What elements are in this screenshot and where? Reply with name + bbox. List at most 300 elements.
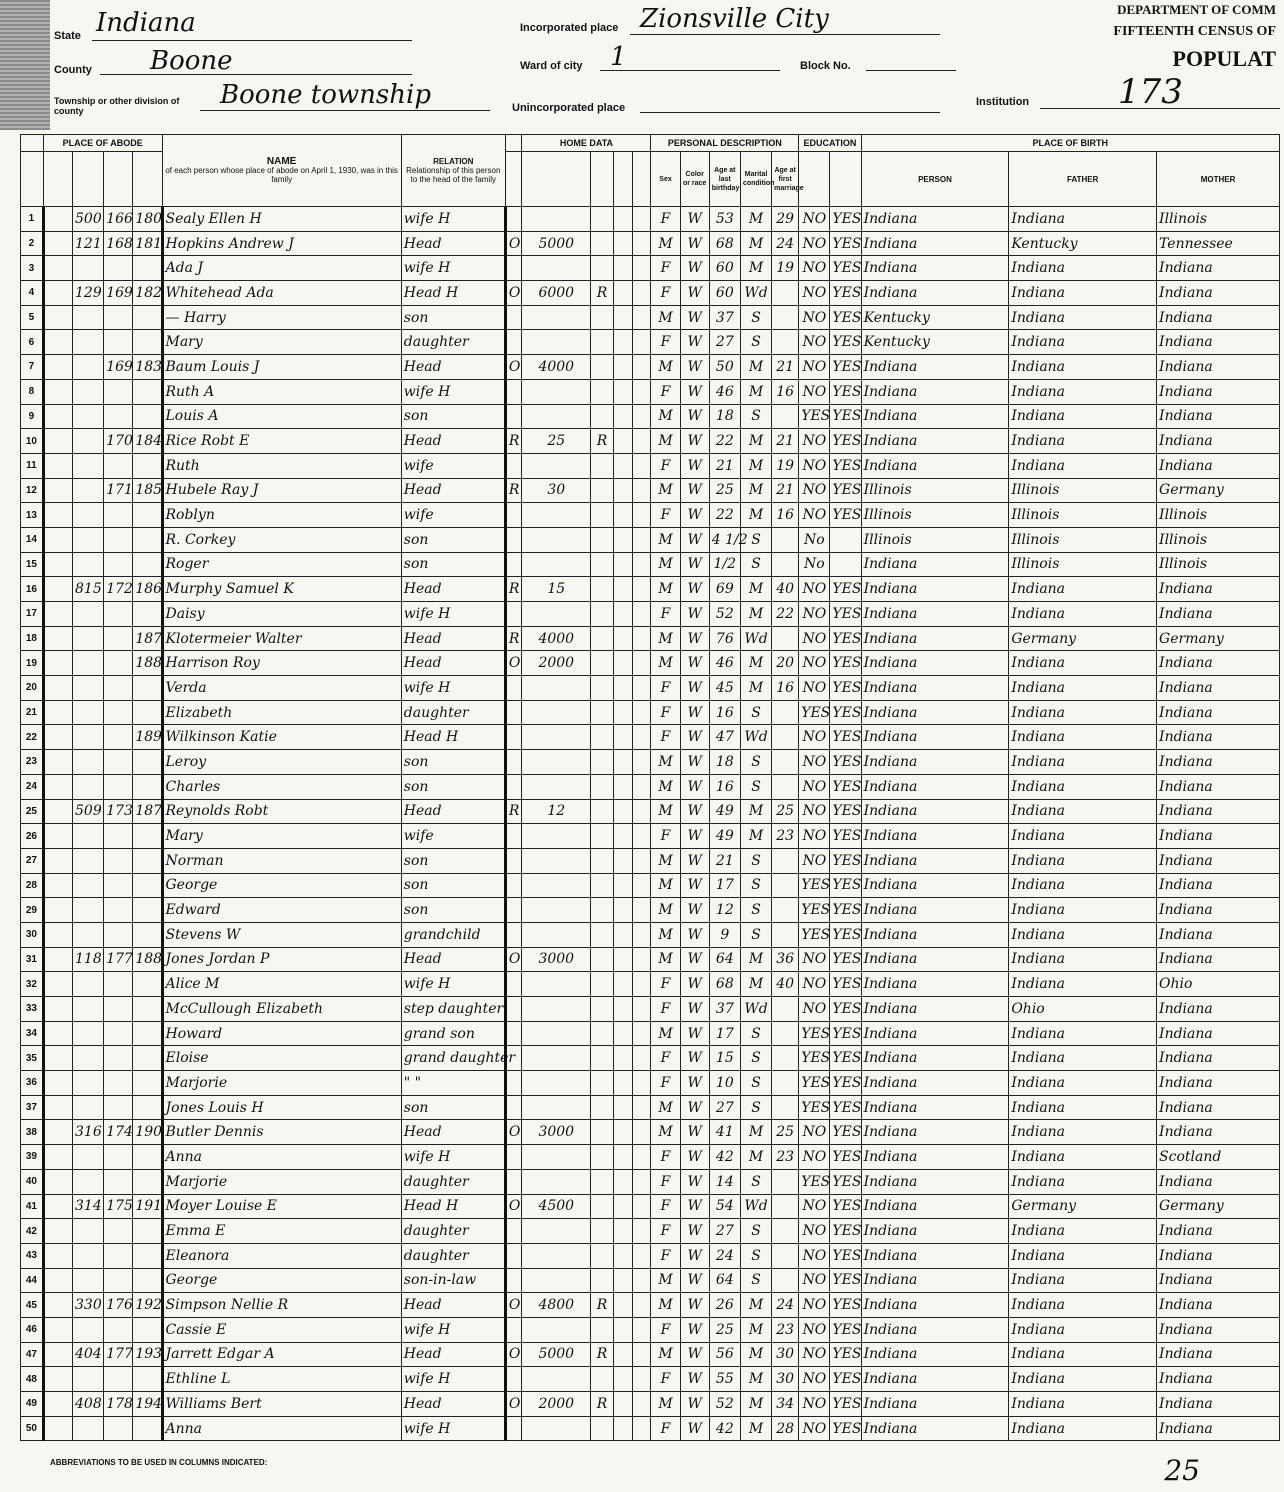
birthplace-cell: Kentucky bbox=[861, 330, 1009, 355]
color-cell: W bbox=[680, 626, 709, 651]
blank-cell bbox=[613, 503, 632, 528]
father-birthplace-cell: Indiana bbox=[1009, 1392, 1157, 1417]
line-number: 4 bbox=[21, 281, 44, 306]
blank-cell bbox=[632, 1293, 651, 1318]
family-number: 185 bbox=[133, 478, 162, 503]
color-cell: W bbox=[680, 429, 709, 454]
census-header bbox=[0, 0, 1284, 130]
blank-cell bbox=[613, 947, 632, 972]
mother-birthplace-cell: Indiana bbox=[1157, 1392, 1280, 1417]
house-number bbox=[73, 1046, 104, 1071]
home-tenure: O bbox=[505, 1293, 522, 1318]
house-number bbox=[73, 972, 104, 997]
table-row bbox=[21, 231, 1280, 256]
school-cell: NO bbox=[799, 453, 830, 478]
line-number: 29 bbox=[21, 898, 44, 923]
institution-value: 173 bbox=[1118, 72, 1183, 112]
mother-birthplace-cell: Ohio bbox=[1157, 972, 1280, 997]
home-value bbox=[522, 552, 591, 577]
street-cell bbox=[43, 1293, 72, 1318]
father-birthplace-cell: Indiana bbox=[1009, 1317, 1157, 1342]
line-number: 40 bbox=[21, 1169, 44, 1194]
radio-cell bbox=[591, 799, 614, 824]
read-write-cell: YES bbox=[830, 1021, 861, 1046]
father-birthplace-cell: Indiana bbox=[1009, 1021, 1157, 1046]
home-tenure bbox=[505, 997, 522, 1022]
father-birthplace-cell: Illinois bbox=[1009, 552, 1157, 577]
table-row bbox=[21, 1342, 1280, 1367]
father-birthplace-cell: Indiana bbox=[1009, 281, 1157, 306]
person-name: George bbox=[162, 1268, 401, 1293]
school-cell: NO bbox=[799, 231, 830, 256]
age-marriage-cell bbox=[772, 281, 799, 306]
school-cell: YES bbox=[799, 1021, 830, 1046]
dwelling-number bbox=[104, 1268, 133, 1293]
school-cell: NO bbox=[799, 824, 830, 849]
house-number bbox=[73, 1145, 104, 1170]
line-number: 13 bbox=[21, 503, 44, 528]
radio-cell bbox=[591, 873, 614, 898]
township-value: Boone township bbox=[220, 80, 431, 110]
color-cell: W bbox=[680, 873, 709, 898]
birthplace-cell: Indiana bbox=[861, 231, 1009, 256]
birthplace-cell: Indiana bbox=[861, 552, 1009, 577]
home-value bbox=[522, 873, 591, 898]
sex-cell: M bbox=[651, 898, 680, 923]
sex-cell: M bbox=[651, 1095, 680, 1120]
school-cell: NO bbox=[799, 1194, 830, 1219]
age-marriage-cell bbox=[772, 527, 799, 552]
line-number: 20 bbox=[21, 676, 44, 701]
person-name: Jarrett Edgar A bbox=[162, 1342, 401, 1367]
family-number bbox=[133, 750, 162, 775]
father-birthplace-cell: Indiana bbox=[1009, 602, 1157, 627]
father-birthplace-cell: Indiana bbox=[1009, 1293, 1157, 1318]
mother-birthplace-cell: Indiana bbox=[1157, 700, 1280, 725]
birthplace-cell: Illinois bbox=[861, 478, 1009, 503]
home-tenure bbox=[505, 873, 522, 898]
state-label: State bbox=[54, 30, 81, 42]
radio-cell bbox=[591, 651, 614, 676]
house-number bbox=[73, 997, 104, 1022]
house-number: 509 bbox=[73, 799, 104, 824]
birthplace-cell: Indiana bbox=[861, 1095, 1009, 1120]
blank-cell bbox=[613, 1293, 632, 1318]
scan-shadow bbox=[0, 0, 50, 130]
birthplace-cell: Indiana bbox=[861, 1021, 1009, 1046]
street-cell bbox=[43, 1145, 72, 1170]
mother-birthplace-cell: Indiana bbox=[1157, 602, 1280, 627]
age-cell: 49 bbox=[709, 799, 740, 824]
birthplace-cell: Indiana bbox=[861, 379, 1009, 404]
mother-birthplace-cell: Indiana bbox=[1157, 1219, 1280, 1244]
sex-cell: M bbox=[651, 873, 680, 898]
blank-cell bbox=[613, 725, 632, 750]
marital-cell: S bbox=[740, 750, 771, 775]
age-marriage-cell bbox=[772, 1169, 799, 1194]
person-name: Murphy Samuel K bbox=[162, 577, 401, 602]
sex-cell: M bbox=[651, 305, 680, 330]
dwelling-number bbox=[104, 1317, 133, 1342]
county-label: County bbox=[54, 64, 92, 76]
age-cell: 69 bbox=[709, 577, 740, 602]
birthplace-cell: Indiana bbox=[861, 824, 1009, 849]
age-cell: 16 bbox=[709, 700, 740, 725]
street-cell bbox=[43, 1392, 72, 1417]
mother-birthplace-cell: Illinois bbox=[1157, 503, 1280, 528]
marital-cell: M bbox=[740, 676, 771, 701]
age-cell: 15 bbox=[709, 1046, 740, 1071]
mother-birthplace-cell: Indiana bbox=[1157, 1293, 1280, 1318]
house-number bbox=[73, 305, 104, 330]
home-value bbox=[522, 453, 591, 478]
school-cell: NO bbox=[799, 626, 830, 651]
mother-birthplace-cell: Indiana bbox=[1157, 1095, 1280, 1120]
relation-cell: wife bbox=[401, 503, 505, 528]
person-name: Verda bbox=[162, 676, 401, 701]
family-number bbox=[133, 1219, 162, 1244]
table-row bbox=[21, 1145, 1280, 1170]
dwelling-number: 173 bbox=[104, 799, 133, 824]
dwelling-number: 169 bbox=[104, 281, 133, 306]
blank-cell bbox=[613, 1145, 632, 1170]
school-cell: NO bbox=[799, 1293, 830, 1318]
blank-cell bbox=[632, 824, 651, 849]
sex-cell: M bbox=[651, 355, 680, 380]
house-number bbox=[73, 404, 104, 429]
blank-cell bbox=[613, 626, 632, 651]
house-number bbox=[73, 527, 104, 552]
school-cell: NO bbox=[799, 1145, 830, 1170]
father-birthplace-cell: Indiana bbox=[1009, 922, 1157, 947]
school-cell: No bbox=[799, 527, 830, 552]
family-number bbox=[133, 700, 162, 725]
radio-cell bbox=[591, 379, 614, 404]
age-marriage-cell: 16 bbox=[772, 503, 799, 528]
read-write-cell: YES bbox=[830, 824, 861, 849]
mother-birthplace-cell: Indiana bbox=[1157, 750, 1280, 775]
relation-cell: Head bbox=[401, 478, 505, 503]
mother-birthplace-cell: Indiana bbox=[1157, 651, 1280, 676]
school-cell: NO bbox=[799, 848, 830, 873]
home-value bbox=[522, 848, 591, 873]
street-cell bbox=[43, 1219, 72, 1244]
home-tenure bbox=[505, 922, 522, 947]
home-tenure bbox=[505, 1268, 522, 1293]
county-value: Boone bbox=[150, 46, 233, 76]
home-tenure bbox=[505, 700, 522, 725]
home-value bbox=[522, 898, 591, 923]
marital-cell: S bbox=[740, 552, 771, 577]
table-row bbox=[21, 256, 1280, 281]
home-value bbox=[522, 972, 591, 997]
radio-cell bbox=[591, 330, 614, 355]
dwelling-number: 170 bbox=[104, 429, 133, 454]
age-cell: 27 bbox=[709, 1219, 740, 1244]
school-cell: NO bbox=[799, 1268, 830, 1293]
family-number bbox=[133, 922, 162, 947]
sex-cell: F bbox=[651, 1194, 680, 1219]
blank-cell bbox=[613, 750, 632, 775]
read-write-cell: YES bbox=[830, 281, 861, 306]
table-row bbox=[21, 1169, 1280, 1194]
person-name: Anna bbox=[162, 1145, 401, 1170]
family-number: 182 bbox=[133, 281, 162, 306]
read-write-cell: YES bbox=[830, 305, 861, 330]
radio-cell bbox=[591, 305, 614, 330]
birthplace-cell: Indiana bbox=[861, 774, 1009, 799]
age-cell: 45 bbox=[709, 676, 740, 701]
dwelling-number bbox=[104, 972, 133, 997]
blank-cell bbox=[613, 1046, 632, 1071]
person-name: Mary bbox=[162, 824, 401, 849]
age-marriage-cell: 16 bbox=[772, 676, 799, 701]
birthplace-cell: Indiana bbox=[861, 1169, 1009, 1194]
mother-birthplace-cell: Indiana bbox=[1157, 1120, 1280, 1145]
birthplace-cell: Illinois bbox=[861, 503, 1009, 528]
table-row bbox=[21, 429, 1280, 454]
age-marriage-cell: 30 bbox=[772, 1342, 799, 1367]
person-name: Reynolds Robt bbox=[162, 799, 401, 824]
sex-cell: M bbox=[651, 552, 680, 577]
read-write-cell: YES bbox=[830, 602, 861, 627]
father-birthplace-cell: Indiana bbox=[1009, 404, 1157, 429]
age-cell: 54 bbox=[709, 1194, 740, 1219]
marital-cell: M bbox=[740, 1392, 771, 1417]
relation-cell: Head bbox=[401, 1342, 505, 1367]
birthplace-cell: Indiana bbox=[861, 848, 1009, 873]
age-cell: 60 bbox=[709, 281, 740, 306]
color-cell: W bbox=[680, 848, 709, 873]
house-number bbox=[73, 676, 104, 701]
read-write-cell: YES bbox=[830, 1169, 861, 1194]
sex-cell: M bbox=[651, 231, 680, 256]
relation-cell: wife H bbox=[401, 972, 505, 997]
marital-header: Marital condition bbox=[740, 152, 771, 207]
birthplace-cell: Indiana bbox=[861, 750, 1009, 775]
home-tenure: O bbox=[505, 1392, 522, 1417]
age-cell: 24 bbox=[709, 1243, 740, 1268]
home-tenure: O bbox=[505, 651, 522, 676]
family-number: 181 bbox=[133, 231, 162, 256]
home-value bbox=[522, 1095, 591, 1120]
home-tenure bbox=[505, 848, 522, 873]
father-birthplace-cell: Indiana bbox=[1009, 824, 1157, 849]
birthplace-cell: Kentucky bbox=[861, 305, 1009, 330]
family-number: 187 bbox=[133, 799, 162, 824]
age-marriage-cell bbox=[772, 873, 799, 898]
blank-cell bbox=[613, 330, 632, 355]
read-write-cell bbox=[830, 527, 861, 552]
marital-cell: S bbox=[740, 330, 771, 355]
sex-cell: F bbox=[651, 1416, 680, 1441]
radio-cell bbox=[591, 527, 614, 552]
blank-cell bbox=[632, 1169, 651, 1194]
blank-cell bbox=[613, 1021, 632, 1046]
age-cell: 10 bbox=[709, 1071, 740, 1096]
relation-group-label: RELATION bbox=[433, 157, 474, 166]
father-birthplace-cell: Indiana bbox=[1009, 1120, 1157, 1145]
home-tenure bbox=[505, 898, 522, 923]
read-write-cell: YES bbox=[830, 922, 861, 947]
father-birthplace-cell: Illinois bbox=[1009, 527, 1157, 552]
dwelling-number bbox=[104, 1367, 133, 1392]
dwelling-number bbox=[104, 848, 133, 873]
mother-birthplace-cell: Scotland bbox=[1157, 1145, 1280, 1170]
home-tenure: R bbox=[505, 577, 522, 602]
radio-cell bbox=[591, 947, 614, 972]
dwelling-number bbox=[104, 527, 133, 552]
table-row bbox=[21, 799, 1280, 824]
sex-cell: M bbox=[651, 651, 680, 676]
father-birthplace-cell: Indiana bbox=[1009, 873, 1157, 898]
read-write-cell: YES bbox=[830, 947, 861, 972]
line-number: 43 bbox=[21, 1243, 44, 1268]
birthplace-cell: Indiana bbox=[861, 1194, 1009, 1219]
relation-cell: Head bbox=[401, 626, 505, 651]
dwelling-number bbox=[104, 997, 133, 1022]
age-marriage-cell: 40 bbox=[772, 577, 799, 602]
street-cell bbox=[43, 503, 72, 528]
relation-cell: daughter bbox=[401, 1243, 505, 1268]
table-row bbox=[21, 602, 1280, 627]
mother-birthplace-cell: Indiana bbox=[1157, 725, 1280, 750]
family-number bbox=[133, 453, 162, 478]
color-cell: W bbox=[680, 1046, 709, 1071]
blank-cell bbox=[613, 1342, 632, 1367]
home-tenure: O bbox=[505, 947, 522, 972]
family-number: 180 bbox=[133, 207, 162, 232]
relation-cell: son bbox=[401, 848, 505, 873]
street-cell bbox=[43, 799, 72, 824]
age-cell: 26 bbox=[709, 1293, 740, 1318]
color-cell: W bbox=[680, 527, 709, 552]
marital-cell: M bbox=[740, 453, 771, 478]
home-value bbox=[522, 824, 591, 849]
read-write-cell: YES bbox=[830, 1367, 861, 1392]
family-number bbox=[133, 1317, 162, 1342]
blank-cell bbox=[613, 404, 632, 429]
mother-header: MOTHER bbox=[1157, 152, 1280, 207]
mother-birthplace-cell: Indiana bbox=[1157, 898, 1280, 923]
home-value bbox=[522, 1145, 591, 1170]
dwelling-number bbox=[104, 305, 133, 330]
family-number bbox=[133, 1145, 162, 1170]
school-cell: NO bbox=[799, 972, 830, 997]
color-cell: W bbox=[680, 1145, 709, 1170]
house-number bbox=[73, 700, 104, 725]
school-cell: NO bbox=[799, 799, 830, 824]
mother-birthplace-cell: Illinois bbox=[1157, 527, 1280, 552]
blank-cell bbox=[613, 1071, 632, 1096]
family-number bbox=[133, 602, 162, 627]
father-birthplace-cell: Germany bbox=[1009, 1194, 1157, 1219]
relation-cell: wife bbox=[401, 453, 505, 478]
birthplace-cell: Indiana bbox=[861, 1145, 1009, 1170]
age-cell: 14 bbox=[709, 1169, 740, 1194]
age-marriage-cell: 21 bbox=[772, 429, 799, 454]
father-birthplace-cell: Germany bbox=[1009, 626, 1157, 651]
color-cell: W bbox=[680, 898, 709, 923]
age-cell: 68 bbox=[709, 972, 740, 997]
relation-cell: son bbox=[401, 750, 505, 775]
blank-cell bbox=[632, 1317, 651, 1342]
relation-cell: grandchild bbox=[401, 922, 505, 947]
relation-cell: Head H bbox=[401, 725, 505, 750]
birthplace-cell: Indiana bbox=[861, 947, 1009, 972]
age-marriage-cell: 29 bbox=[772, 207, 799, 232]
table-row bbox=[21, 478, 1280, 503]
birthplace-cell: Indiana bbox=[861, 602, 1009, 627]
age-header: Age at last birthday bbox=[709, 152, 740, 207]
age-cell: 25 bbox=[709, 478, 740, 503]
school-cell: YES bbox=[799, 1095, 830, 1120]
read-write-cell: YES bbox=[830, 1219, 861, 1244]
birthplace-cell: Indiana bbox=[861, 972, 1009, 997]
blank-cell bbox=[632, 898, 651, 923]
street-cell bbox=[43, 478, 72, 503]
radio-cell bbox=[591, 453, 614, 478]
radio-cell bbox=[591, 922, 614, 947]
dwelling-number bbox=[104, 700, 133, 725]
dwelling-number bbox=[104, 898, 133, 923]
table-row bbox=[21, 1243, 1280, 1268]
marital-cell: M bbox=[740, 1120, 771, 1145]
age-marriage-cell bbox=[772, 774, 799, 799]
table-row bbox=[21, 1367, 1280, 1392]
blank-cell bbox=[613, 1219, 632, 1244]
read-write-cell: YES bbox=[830, 453, 861, 478]
table-row bbox=[21, 503, 1280, 528]
table-row bbox=[21, 947, 1280, 972]
home-value: 25 bbox=[522, 429, 591, 454]
line-number: 24 bbox=[21, 774, 44, 799]
house-number: 330 bbox=[73, 1293, 104, 1318]
age-cell: 52 bbox=[709, 1392, 740, 1417]
age-marriage-cell: 25 bbox=[772, 799, 799, 824]
radio-cell bbox=[591, 503, 614, 528]
blank-cell bbox=[632, 453, 651, 478]
line-number: 35 bbox=[21, 1046, 44, 1071]
radio-cell bbox=[591, 848, 614, 873]
color-cell: W bbox=[680, 552, 709, 577]
blank-cell bbox=[632, 799, 651, 824]
home-value: 4500 bbox=[522, 1194, 591, 1219]
marital-cell: S bbox=[740, 404, 771, 429]
birthplace-cell: Indiana bbox=[861, 1367, 1009, 1392]
read-write-cell: YES bbox=[830, 997, 861, 1022]
color-cell: W bbox=[680, 207, 709, 232]
house-number bbox=[73, 453, 104, 478]
family-number: 190 bbox=[133, 1120, 162, 1145]
marital-cell: Wd bbox=[740, 997, 771, 1022]
mother-birthplace-cell: Indiana bbox=[1157, 355, 1280, 380]
table-row bbox=[21, 1095, 1280, 1120]
age-cell: 55 bbox=[709, 1367, 740, 1392]
age-marriage-cell: 21 bbox=[772, 478, 799, 503]
dwelling-number bbox=[104, 1169, 133, 1194]
relation-cell: wife bbox=[401, 824, 505, 849]
dwelling-number: 176 bbox=[104, 1293, 133, 1318]
street-cell bbox=[43, 1317, 72, 1342]
street-cell bbox=[43, 651, 72, 676]
home-tenure bbox=[505, 824, 522, 849]
age-cell: 37 bbox=[709, 997, 740, 1022]
radio-cell bbox=[591, 1268, 614, 1293]
color-cell: W bbox=[680, 577, 709, 602]
street-cell bbox=[43, 1169, 72, 1194]
street-cell bbox=[43, 824, 72, 849]
